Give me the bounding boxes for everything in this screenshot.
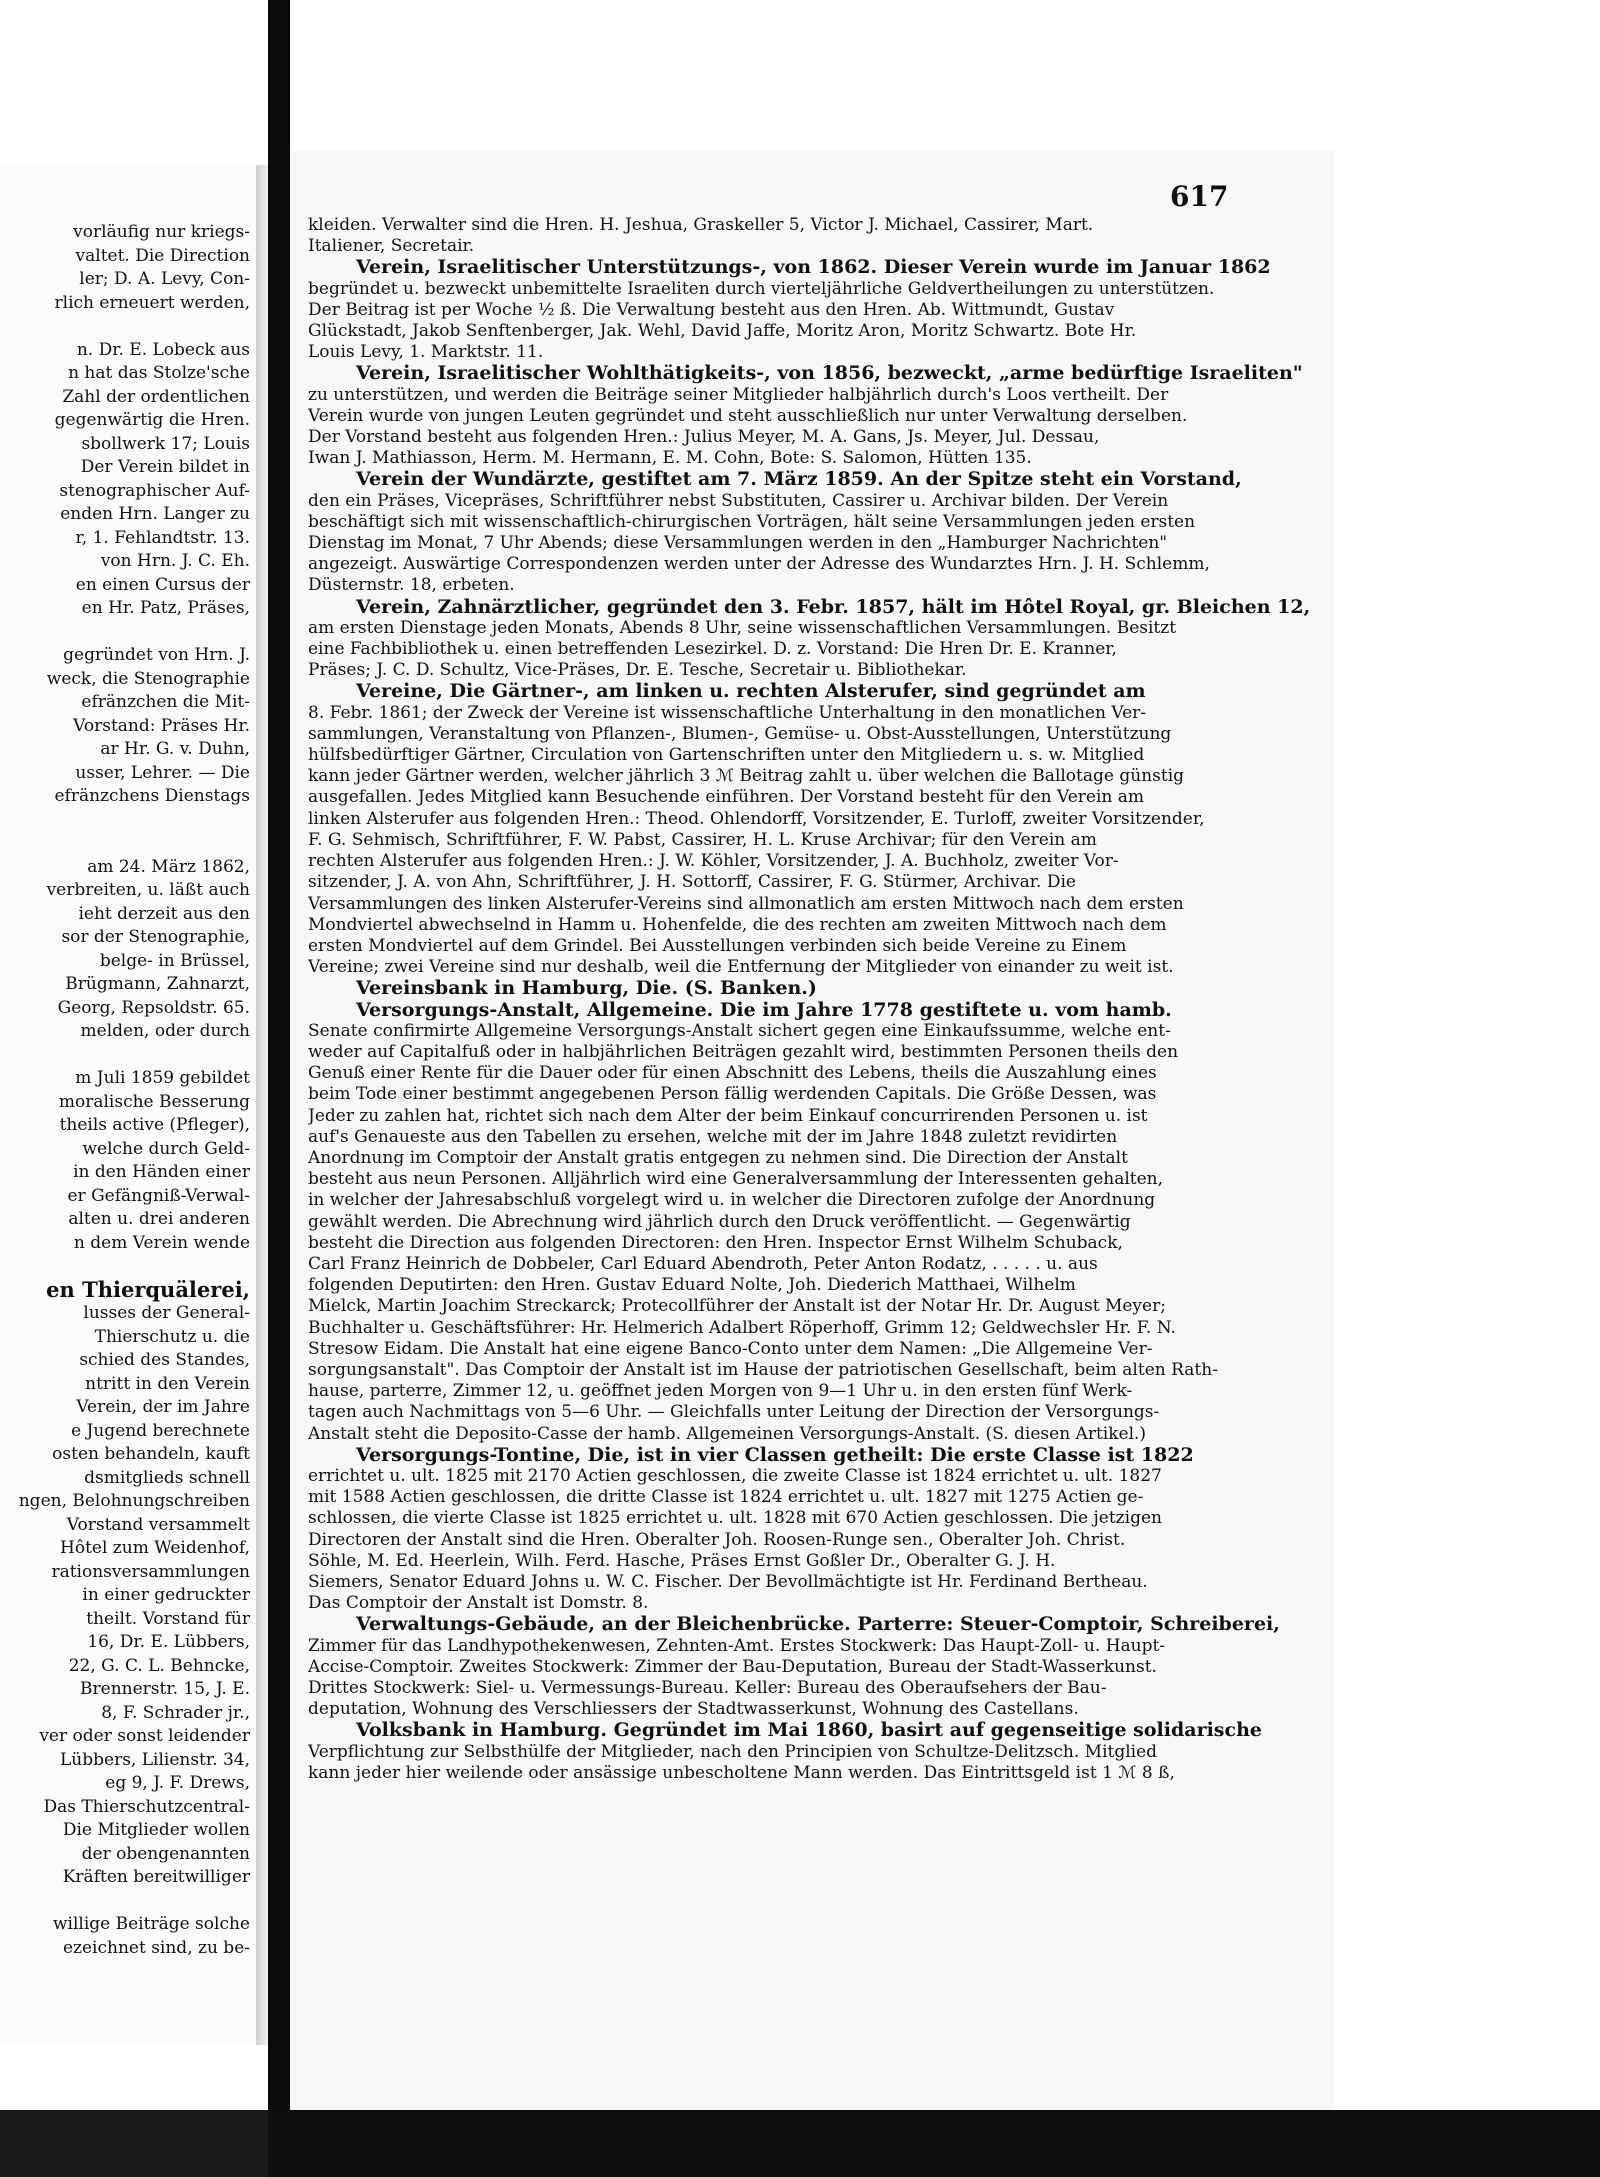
text-line: Siemers, Senator Eduard Johns u. W. C. Fischer. Der Bevollmächtigte ist Hr. Ferdinand Bertheau. (308, 1572, 1148, 1592)
left-fragment-line: rlich erneuert werden, (54, 292, 250, 313)
left-fragment-line: von Hrn. J. C. Eh. (100, 551, 250, 571)
entry-heading-line: Vereinsbank in Hamburg, Die. (S. Banken.) (356, 978, 817, 1000)
left-fragment-line: stenographischer Auf- (59, 480, 250, 501)
page-gutter (256, 165, 268, 2045)
text-line: hülfsbedürftiger Gärtner, Circulation von Gartenschriften unter den Mitgliedern u. s. w. Mitglied (308, 745, 1145, 766)
text-line: Genuß einer Rente für die Dauer oder für einen Abschnitt des Lebens, theils die Auszahlung eines (308, 1063, 1157, 1084)
left-fragment-line: m Juli 1859 gebildet (75, 1068, 250, 1088)
entry-heading-line: Verein, Israelitischer Unterstützungs-, von 1862. Dieser Verein wurde im Januar 1862 (356, 257, 1271, 279)
text-line: Dienstag im Monat, 7 Uhr Abends; diese Versammlungen werden in den „Hamburger Nachrichten" (308, 533, 1168, 554)
left-fragment-line: Hôtel zum Weidenhof, (60, 1538, 250, 1558)
left-fragment-line: n. Dr. E. Lobeck aus (76, 339, 250, 360)
entry-heading-line: Versorgungs-Tontine, Die, ist in vier Classen getheilt: Die erste Classe ist 1822 (356, 1444, 1194, 1466)
entry-heading-line: Vereine, Die Gärtner-, am linken u. rechten Alsterufer, sind gegründet am (356, 681, 1146, 703)
left-fragment-line: n dem Verein wende (73, 1232, 250, 1253)
text-line: kleiden. Verwalter sind die Hren. H. Jeshua, Graskeller 5, Victor J. Michael, Cassirer, Mart. (308, 215, 1094, 235)
text-line: angezeigt. Auswärtige Correspondenzen werden unter der Adresse des Wundarztes Hrn. J. H. Schlemm, (308, 554, 1210, 575)
text-line: sorgungsanstalt". Das Comptoir der Anstalt ist im Hause der patriotischen Gesellschaft, beim alten Rath- (308, 1359, 1218, 1380)
left-fragment-line: theilt. Vorstand für (86, 1608, 250, 1629)
text-line: Carl Franz Heinrich de Dobbeler, Carl Eduard Abendroth, Peter Anton Rodatz, . . . . . u. aus (308, 1253, 1098, 1274)
left-fragment-line: Der Verein bildet in (80, 457, 250, 477)
left-fragment-line: melden, oder durch (80, 1021, 250, 1041)
scan-bottom-margin (0, 2110, 1600, 2177)
scan-top-margin (0, 0, 1600, 150)
text-line: rechten Alsterufer aus folgenden Hren.: J. W. Köhler, Vorsitzender, J. A. Buchholz, zweiter Vor- (308, 851, 1119, 872)
left-fragment-line: Zahl der ordentlichen (62, 386, 250, 407)
left-fragment-line: enden Hrn. Langer zu (60, 504, 250, 524)
text-line: besteht aus neun Personen. Alljährlich wird eine Generalversammlung der Interessenten gehalten, (308, 1169, 1164, 1190)
left-fragment-line: der obengenannten (81, 1843, 250, 1864)
left-fragment-line: Lübbers, Lilienstr. 34, (60, 1749, 250, 1770)
entry-heading-line: Verein, Israelitischer Wohlthätigkeits-, von 1856, bezweckt, „arme bedürftige Israeliten" (356, 363, 1303, 385)
left-fragment-line: moralische Besserung (58, 1091, 250, 1112)
left-fragment-line: vorläufig nur kriegs- (73, 222, 250, 242)
text-line: 8. Febr. 1861; der Zweck der Vereine ist wissenschaftliche Unterhaltung in den monatlichen Ver- (308, 702, 1146, 723)
text-line: Düsternstr. 18, erbeten. (308, 575, 515, 596)
text-line: Das Comptoir der Anstalt ist Domstr. 8. (308, 1593, 649, 1614)
left-fragment-line: willige Beiträge solche (52, 1914, 250, 1934)
left-fragment-line: efränzchen die Mit- (81, 692, 250, 712)
entry-heading-line: Volksbank in Hamburg. Gegründet im Mai 1860, basirt auf gegenseitige solidarische (356, 1720, 1262, 1742)
text-line: Anstalt steht die Deposito-Casse der hamb. Allgemeinen Versorgungs-Anstalt. (S. diesen Artikel.) (308, 1423, 1147, 1444)
left-fragment-line: ver oder sonst leidender (39, 1726, 250, 1746)
text-line: Der Vorstand besteht aus folgenden Hren.: Julius Meyer, M. A. Gans, Js. Meyer, Jul. Dessau, (308, 427, 1100, 448)
page-number: 617 (1170, 180, 1229, 213)
text-line: Louis Levy, 1. Marktstr. 11. (308, 342, 544, 363)
left-fragment-line: theils active (Pfleger), (59, 1115, 250, 1135)
text-line: Verein wurde von jungen Leuten gegründet und steht ausschließlich nur unter Verwaltung derselben. (308, 405, 1188, 426)
left-fragment-line: weck, die Stenographie (46, 668, 250, 689)
text-line: den ein Präses, Vicepräses, Schriftführer nebst Substituten, Cassirer u. Archivar bilden. Der Verein (308, 490, 1169, 511)
left-fragment-line: valtet. Die Direction (75, 245, 250, 266)
text-line: ausgefallen. Jedes Mitglied kann Besuchende einführen. Der Vorstand besteht für den Verein am (308, 787, 1145, 808)
text-line: kann jeder hier weilende oder ansässige unbescholtene Mann werden. Das Eintrittsgeld ist 1 ℳ 8 ß, (308, 1762, 1175, 1783)
text-line: Söhle, M. Ed. Heerlein, Wilh. Ferd. Hasche, Präses Ernst Goßler Dr., Oberalter G. J. H. (308, 1550, 1056, 1571)
left-fragment-line: Das Thierschutzcentral- (43, 1796, 250, 1817)
text-line: gewählt werden. Die Abrechnung wird jährlich durch den Druck veröffentlicht. — Gegenwärtig (308, 1211, 1131, 1232)
text-line: Drittes Stockwerk: Siel- u. Vermessungs-Bureau. Keller: Bureau des Oberaufsehers der Bau- (308, 1678, 1107, 1699)
left-fragment-line: sor der Stenographie, (61, 927, 250, 947)
text-line: ersten Mondviertel auf dem Grindel. Bei Ausstellungen verbinden sich beide Vereine zu Einem (308, 935, 1127, 956)
left-fragment-line: en Hr. Patz, Präses, (81, 598, 250, 618)
left-fragment-line: 16, Dr. E. Lübbers, (87, 1632, 250, 1652)
left-fragment-line: er Gefängniß-Verwal- (67, 1185, 250, 1206)
text-line: Verpflichtung zur Selbsthülfe der Mitglieder, nach den Principien von Schultze-Delitzsch. Mitglied (308, 1741, 1158, 1762)
text-line: Directoren der Anstalt sind die Hren. Oberalter Joh. Roosen-Runge sen., Oberalter Joh. Christ. (308, 1529, 1126, 1550)
left-fragment-line: en Thierquälerei, (46, 1276, 250, 1302)
text-line: tagen auch Nachmittags von 5—6 Uhr. — Gleichfalls unter Leitung der Direction der Versorgungs- (308, 1402, 1160, 1423)
left-fragment-line: ntritt in den Verein (85, 1373, 250, 1394)
left-page-fragment (0, 165, 256, 2045)
left-fragment-line: lusses der General- (83, 1303, 250, 1323)
text-line: sammlungen, Veranstaltung von Pflanzen-, Blumen-, Gemüse- u. Obst-Ausstellungen, Unterstützung (308, 723, 1172, 744)
left-fragment-line: Die Mitglieder wollen (62, 1820, 250, 1840)
left-fragment-line: dsmitglieds schnell (84, 1467, 250, 1488)
text-line: Iwan J. Mathiasson, Herm. M. Hermann, E. M. Cohn, Bote: S. Salomon, Hütten 135. (308, 448, 1032, 469)
left-fragment-line: 8, F. Schrader jr., (101, 1702, 250, 1723)
text-line: Mondviertel abwechselnd in Hamm u. Hohenfelde, die des rechten am zweiten Mittwoch nach dem (308, 914, 1167, 935)
entry-heading-line: Verein der Wundärzte, gestiftet am 7. März 1859. An der Spitze steht ein Vorstand, (356, 469, 1242, 491)
text-line: Versammlungen des linken Alsterufer-Vereins sind allmonatlich am ersten Mittwoch nach dem ersten (308, 893, 1184, 914)
left-fragment-line: in den Händen einer (73, 1162, 250, 1182)
text-line: Stresow Eidam. Die Anstalt hat eine eigene Banco-Conto unter dem Namen: „Die Allgemeine Ver- (308, 1338, 1153, 1359)
left-fragment-line: schied des Standes, (79, 1350, 250, 1370)
left-fragment-line: Vorstand versammelt (66, 1514, 250, 1535)
left-fragment-line: in einer gedruckter (82, 1585, 250, 1605)
text-line: auf's Genaueste aus den Tabellen zu ersehen, welche mit der im Jahre 1848 zuletzt revidirten (308, 1126, 1118, 1147)
text-line: in welcher der Jahresabschluß vorgelegt wird u. in welcher die Directoren zufolge der Anordnung (308, 1190, 1156, 1211)
left-fragment-line: am 24. März 1862, (87, 856, 250, 877)
left-fragment-line: osten behandeln, kauft (52, 1444, 250, 1464)
left-fragment-line: Verein, der im Jahre (76, 1397, 250, 1417)
left-fragment-line: Thierschutz u. die (94, 1326, 250, 1347)
left-fragment-line: belge- in Brüssel, (99, 950, 250, 971)
text-line: Zimmer für das Landhypothekenwesen, Zehnten-Amt. Erstes Stockwerk: Das Haupt-Zoll- u. Haupt- (308, 1635, 1166, 1656)
text-line: F. G. Sehmisch, Schriftführer, F. W. Pabst, Cassirer, H. L. Kruse Archivar; für den Verein am (308, 829, 1097, 850)
left-fragment-line: usser, Lehrer. — Die (75, 762, 250, 783)
text-line: beim Tode einer bestimmt angegebenen Person fällig werdenden Capitals. Die Größe Dessen, was (308, 1084, 1157, 1105)
left-fragment-line: gegründet von Hrn. J. (63, 645, 250, 665)
scan-right-margin (1335, 150, 1600, 2110)
left-fragment-line: Brügmann, Zahnarzt, (65, 974, 250, 994)
left-fragment-line: Kräften bereitwilliger (62, 1867, 250, 1887)
text-line: besteht die Direction aus folgenden Directoren: den Hren. Inspector Ernst Wilhelm Schuback, (308, 1232, 1123, 1253)
text-line: weder auf Capitalfuß oder in halbjährlichen Beiträgen gezahlt wird, bestimmten Personen theils den (308, 1041, 1179, 1062)
text-line: eine Fachbibliothek u. einen betreffenden Lesezirkel. D. z. Vorstand: Die Hren Dr. E. Kranner, (308, 639, 1117, 660)
entry-heading-line: Versorgungs-Anstalt, Allgemeine. Die im Jahre 1778 gestiftete u. vom hamb. (356, 999, 1172, 1021)
left-fragment-line: ngen, Belohnungschreiben (18, 1491, 250, 1511)
left-fragment-line: sbollwerk 17; Louis (81, 433, 250, 454)
text-line: Glückstadt, Jakob Senftenberger, Jak. Wehl, David Jaffe, Moritz Aron, Moritz Schwartz. Bote Hr. (308, 321, 1137, 342)
text-line: Vereine; zwei Vereine sind nur deshalb, weil die Entfernung der Mitglieder von einander zu weit ist. (308, 957, 1174, 978)
left-fragment-line: en einen Cursus der (75, 574, 250, 595)
text-line: begründet u. bezweckt unbemittelte Israeliten durch vierteljährliche Geldvertheilungen zu unterstützen. (308, 278, 1215, 299)
left-fragment-line: ar Hr. G. v. Duhn, (100, 739, 250, 759)
left-fragment-line: Vorstand: Präses Hr. (73, 715, 250, 736)
scan-bottom-strip (0, 2110, 268, 2177)
text-line: schlossen, die vierte Classe ist 1825 errichtet u. ult. 1828 mit 670 Actien geschlossen. Die jetzigen (308, 1508, 1162, 1529)
text-line: mit 1588 Actien geschlossen, die dritte Classe ist 1824 errichtet u. ult. 1827 mit 1275 Actien ge- (308, 1487, 1144, 1508)
left-fragment-line: 22, G. C. L. Behncke, (68, 1655, 250, 1676)
text-line: beschäftigt sich mit wissenschaftlich-chirurgischen Vorträgen, hält seine Versammlungen jeden ersten (308, 511, 1196, 532)
entry-heading-line: Verein, Zahnärztlicher, gegründet den 3. Febr. 1857, hält im Hôtel Royal, gr. Bleichen 12, (356, 596, 1311, 618)
text-line: hause, parterre, Zimmer 12, u. geöffnet jeden Morgen von 9—1 Uhr u. in den ersten fünf Werk- (308, 1381, 1133, 1402)
left-fragment-line: efränzchens Dienstags (54, 786, 250, 806)
left-fragment-line: rationsversammlungen (51, 1561, 250, 1582)
text-line: Anordnung im Comptoir der Anstalt gratis entgegen zu nehmen sind. Die Direction der Anstalt (308, 1147, 1128, 1168)
left-fragment-line: welche durch Geld- (82, 1138, 250, 1159)
left-fragment-line: alten u. drei anderen (68, 1209, 250, 1229)
text-line: Der Beitrag ist per Woche ½ ß. Die Verwaltung besteht aus den Hren. Ab. Wittmundt, Gustav (308, 299, 1115, 320)
left-fragment-line: verbreiten, u. läßt auch (46, 880, 250, 900)
binding-shadow (268, 0, 290, 2177)
left-fragment-line: eg 9, J. F. Drews, (105, 1773, 250, 1793)
text-line: Buchhalter u. Geschäftsführer: Hr. Helmerich Adalbert Röperhoff, Grimm 12; Geldwechsler Hr. F. N. (308, 1317, 1176, 1338)
left-fragment-line: e Jugend berechnete (71, 1420, 250, 1441)
text-line: am ersten Dienstage jeden Monats, Abends 8 Uhr, seine wissenschaftlichen Versammlungen. Besitzt (308, 617, 1177, 638)
text-line: kann jeder Gärtner werden, welcher jährlich 3 ℳ Beitrag zahlt u. über welchen die Ballotage günstig (308, 766, 1185, 787)
text-line: zu unterstützen, und werden die Beiträge seiner Mitglieder halbjährlich durch's Loos vertheilt. Der (308, 384, 1169, 405)
left-fragment-line: Brennerstr. 15, J. E. (80, 1679, 250, 1699)
left-fragment-line: ezeichnet sind, zu be- (62, 1937, 250, 1958)
main-text-column (308, 215, 1318, 1784)
left-fragment-line: n hat das Stolze'sche (68, 363, 250, 383)
left-fragment-line: ler; D. A. Levy, Con- (79, 269, 250, 289)
entry-heading-line: Verwaltungs-Gebäude, an der Bleichenbrücke. Parterre: Steuer-Comptoir, Schreiberei, (356, 1614, 1280, 1636)
text-line: folgenden Deputirten: den Hren. Gustav Eduard Nolte, Joh. Diederich Matthaei, Wilhelm (308, 1275, 1076, 1296)
text-line: linken Alsterufer aus folgenden Hren.: Theod. Ohlendorff, Vorsitzender, E. Turloff, zweiter Vorsitzender, (308, 808, 1205, 829)
text-line: Jeder zu zahlen hat, richtet sich nach dem Alter der beim Einkauf concurrirenden Personen u. ist (308, 1105, 1148, 1126)
left-fragment-line: ieht derzeit aus den (78, 903, 250, 924)
left-fragment-line: gegenwärtig die Hren. (54, 410, 250, 430)
text-line: Präses; J. C. D. Schultz, Vice-Präses, Dr. E. Tesche, Secretair u. Bibliothekar. (308, 660, 967, 681)
text-line: Senate confirmirte Allgemeine Versorgungs-Anstalt sichert gegen eine Einkaufssumme, welche ent- (308, 1020, 1171, 1041)
text-line: errichtet u. ult. 1825 mit 2170 Actien geschlossen, die zweite Classe ist 1824 errichtet u. ult. 1827 (308, 1465, 1162, 1486)
text-line: deputation, Wohnung des Verschliessers der Stadtwasserkunst, Wohnung des Castellans. (308, 1699, 1079, 1720)
left-fragment-line: r, 1. Fehlandtstr. 13. (75, 527, 250, 548)
text-line: Italiener, Secretair. (308, 236, 475, 257)
text-line: sitzender, J. A. von Ahn, Schriftführer, J. H. Sottorff, Cassirer, F. G. Stürmer, Archivar. Die (308, 872, 1076, 893)
text-line: Mielck, Martin Joachim Streckarck; Protecollführer der Anstalt ist der Notar Hr. Dr. August Meyer; (308, 1296, 1166, 1317)
text-line: Accise-Comptoir. Zweites Stockwerk: Zimmer der Bau-Deputation, Bureau der Stadt-Wasserkunst. (308, 1656, 1157, 1677)
left-fragment-line: Georg, Repsoldstr. 65. (57, 997, 250, 1018)
